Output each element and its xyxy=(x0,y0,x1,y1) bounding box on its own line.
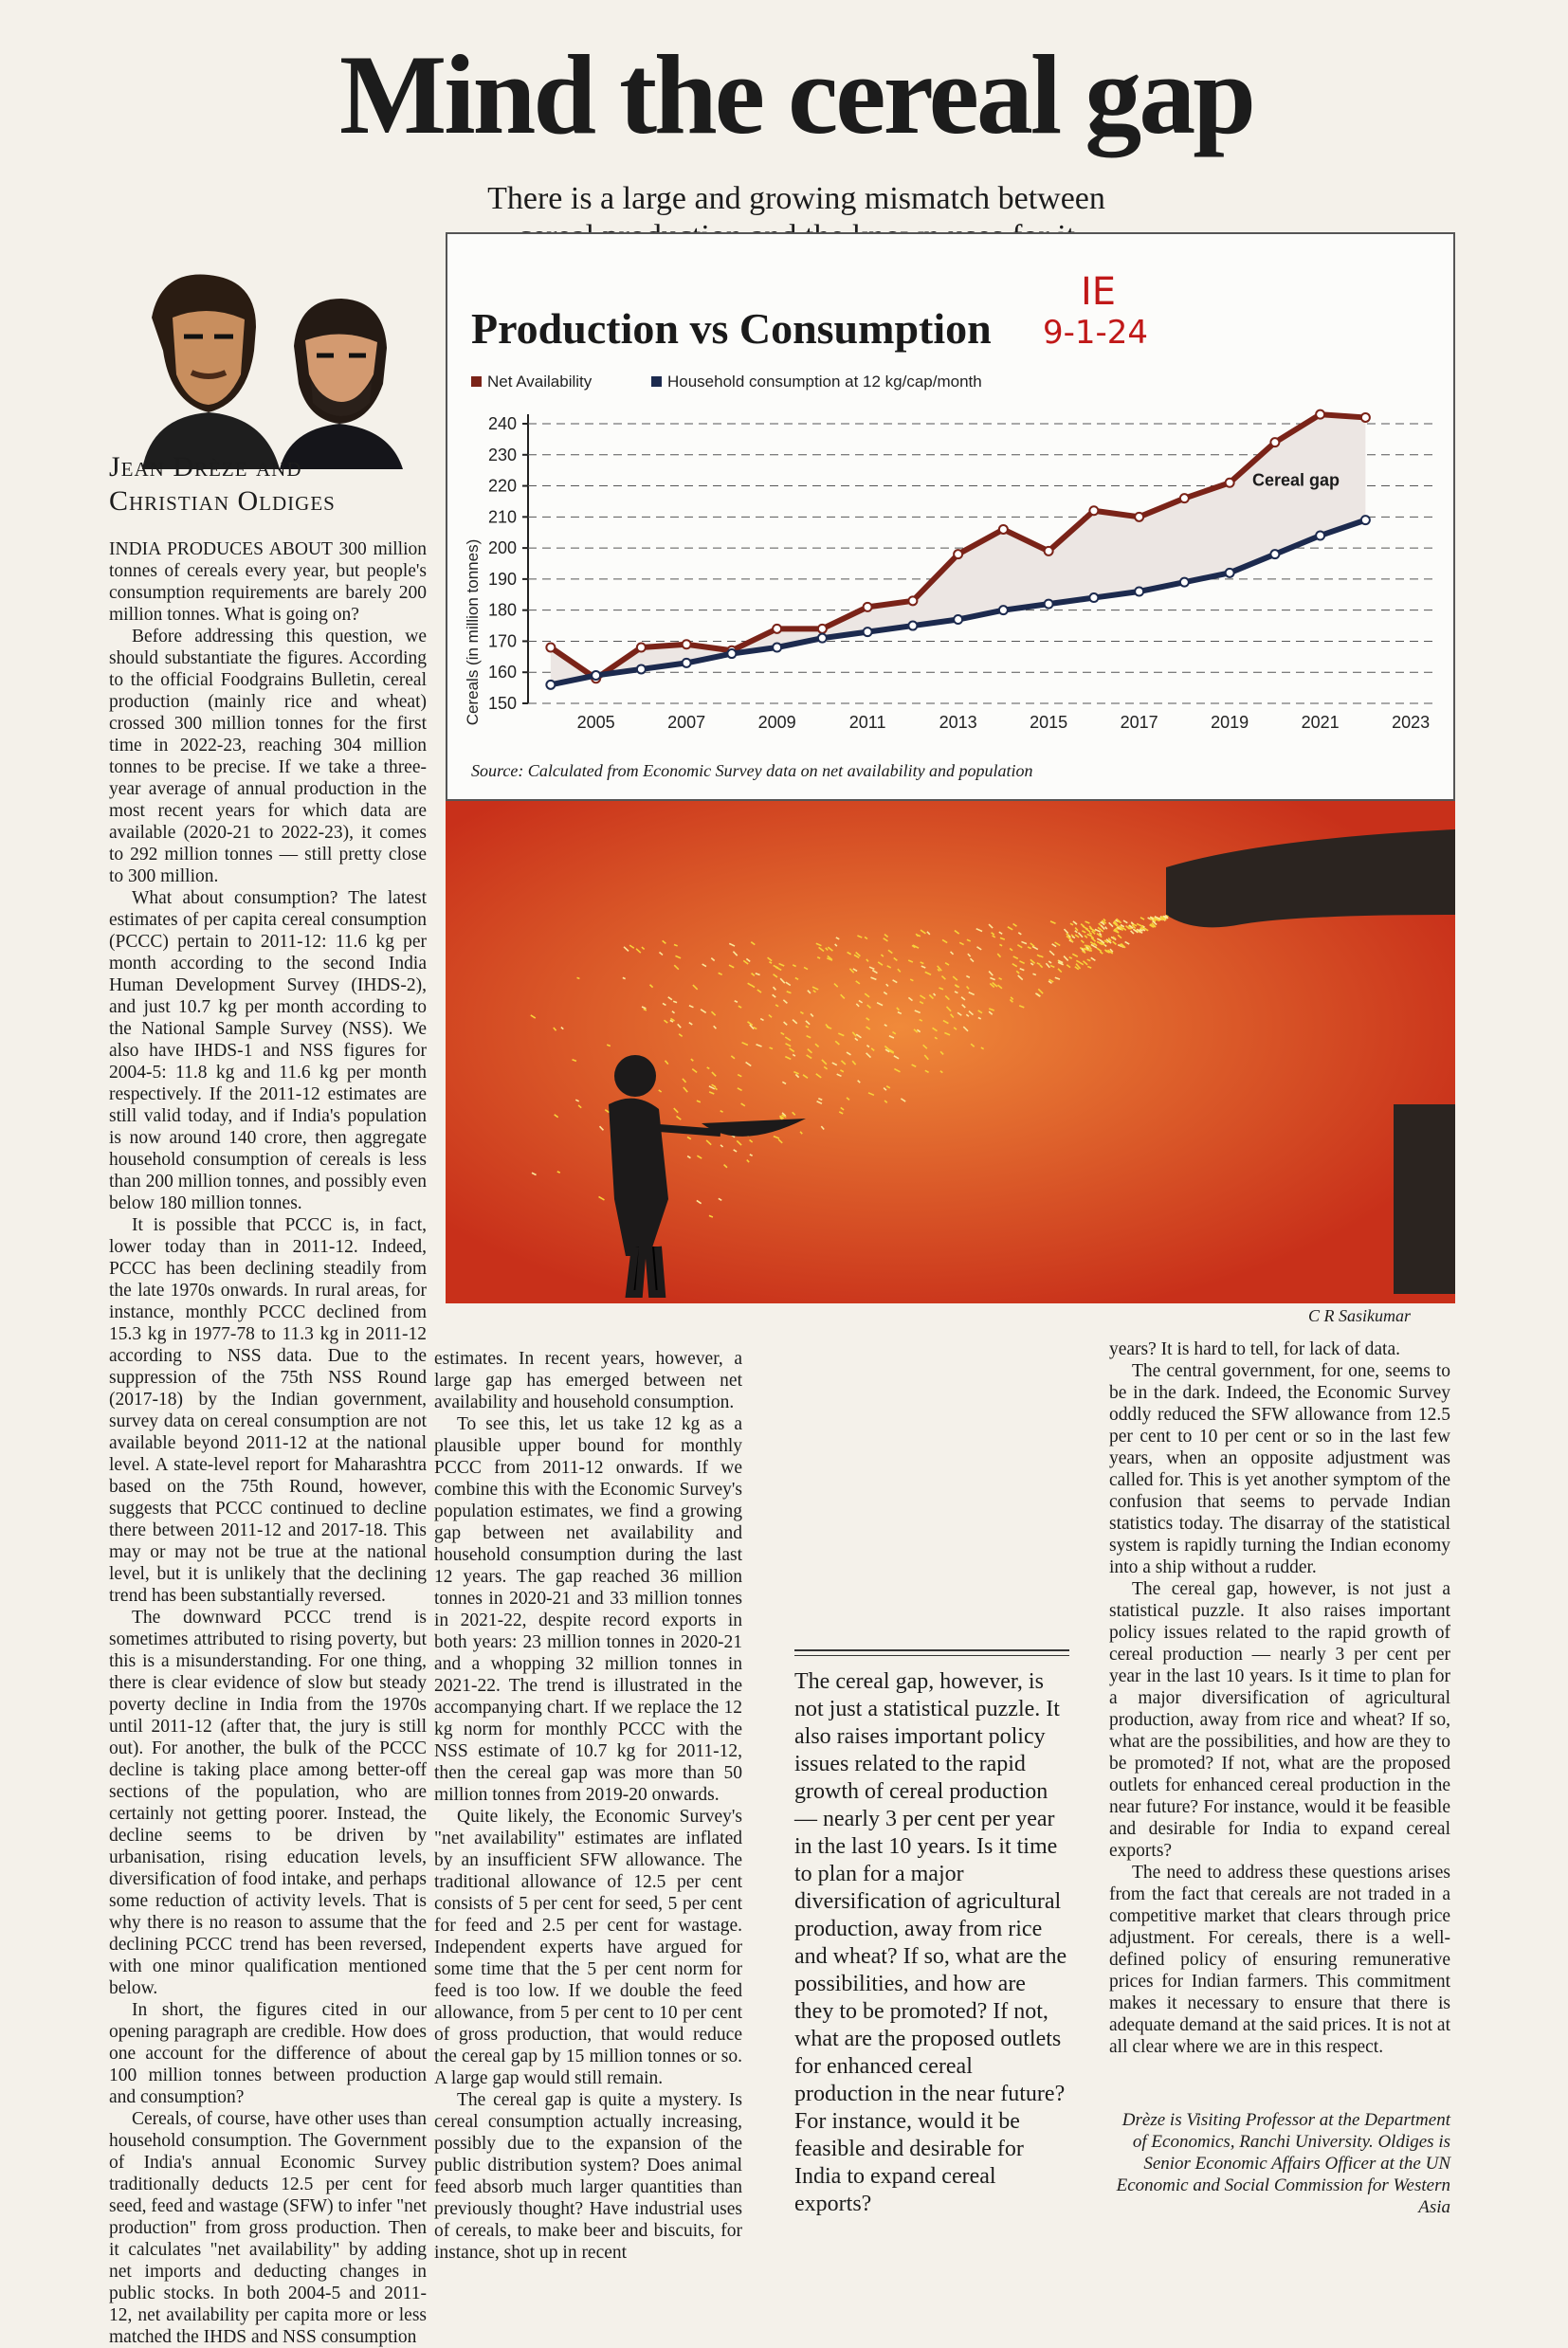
byline xyxy=(109,450,431,519)
y-tick-label: 190 xyxy=(487,569,517,589)
pull-quote: The cereal gap, however, is not just a statistical puzzle. It also raises important policy issues related to the rapid growth of cereal production — nearly 3 per cent per year in the last 10 years. Is it time to plan for a major diversification of agricultural production, away from rice and wheat? If so, what are the possibilities, and how are they to be promoted? If not, what are the proposed outlets for enhanced cereal production in the near future? For instance, would it be feasible and desirable for India to expand cereal exports? xyxy=(794,1669,1067,2216)
data-point-household-consumption xyxy=(954,615,962,624)
production-consumption-chart xyxy=(447,234,1453,799)
paragraph: The cereal gap is quite a mystery. Is cereal consumption actually increasing, possibly due to the expansion of the public distribution system? Does animal feed absorb much larger quantities than previously thought? Have industrial uses of cereals, to make beer and biscuits, for instance, shot up in recent xyxy=(434,2090,742,2263)
paragraph: To see this, let us take 12 kg as a plausible upper bound for monthly PCCC from 2011-12 onwards. If we combine this with the Economic Survey's population estimates, we find a growing gap between net availability and household consumption during the last 12 years. The gap reached 36 million tonnes in 2020-21 and 33 million tonnes in 2021-22, despite record exports in both years: 23 million tonnes in 2020-21 and a whopping 32 million tonnes in 2021-22. The trend is illustrated in the accompanying chart. If we replace the 12 kg norm for monthly PCCC with the NSS estimate of 10.7 kg for 2011-12, then the cereal gap was more than 50 million tonnes from 2019-20 onwards. xyxy=(434,1414,742,1805)
y-tick-label: 210 xyxy=(487,507,517,527)
paragraph: It is possible that PCCC is, in fact, lower today than in 2011-12. Indeed, PCCC has been declining steadily from the late 1970s onwards. In rural areas, for instance, monthly PCCC declined from 15.3 kg in 1977-78 to 11.3 kg in 2011-12 according to NSS data. Due to the suppression of the 75th NSS Round (2017-18) by the Indian government, survey data on cereal consumption are not available beyond 2011-12 at the national level. A state-level report for Maharashtra based on the 75th Round, however, suggests that PCCC continued to decline there between 2011-12 and 2017-18. This may or may not be true at the national level, but it is unlikely that the declining trend has been substantially reversed. xyxy=(109,1215,427,1606)
paragraph: The cereal gap, however, is not just a statistical puzzle. It also raises important policy issues related to the rapid growth of cereal production — nearly 3 per cent per year in the last 10 years. Is it time to plan for a major diversification of agricultural production, away from rice and wheat? If so, what are the possibilities, and how are they to be promoted? If not, what are the proposed outlets for enhanced cereal production in the near future? For instance, would it be feasible and desirable for India to expand cereal exports? xyxy=(1109,1579,1450,1861)
data-point-net-availability xyxy=(908,596,917,605)
y-tick-label: 230 xyxy=(487,445,517,464)
author-portraits xyxy=(114,261,427,469)
byline-author-1: Jean Drèze and xyxy=(109,451,302,482)
x-tick-label: 2019 xyxy=(1211,713,1249,732)
x-tick-label: 2021 xyxy=(1301,713,1340,732)
x-tick-label: 2013 xyxy=(939,713,977,732)
x-tick-label: 2015 xyxy=(1030,713,1068,732)
data-point-net-availability xyxy=(818,625,827,633)
article-column-2 xyxy=(434,1348,742,2264)
paragraph: In short, the figures cited in our opening paragraph are credible. How does one account for the difference of about 100 million tonnes between production and consumption? xyxy=(109,2000,427,2107)
paragraph: The need to address these questions arises from the fact that cereals are not traded in a competitive market that clears through price adjustment. For cereals, there is a well-defined policy of ensuring remunerative prices for Indian farmers. This commitment makes it necessary to ensure that there is adequate demand at the said prices. It is not at all clear where we are in this respect. xyxy=(1109,1863,1450,2057)
machine-base xyxy=(1394,1104,1455,1294)
x-tick-label: 2005 xyxy=(576,713,615,732)
y-tick-label: 160 xyxy=(487,663,517,683)
y-tick-label: 200 xyxy=(487,538,517,558)
handwritten-note-line-2: 9-1-24 xyxy=(1043,314,1149,352)
data-point-net-availability xyxy=(864,603,872,611)
portrait-dreze xyxy=(142,275,280,469)
legend-label-net-availability: Net Availability xyxy=(487,373,593,391)
paragraph: estimates. In recent years, however, a large gap has emerged between net availability and household consumption. xyxy=(434,1349,742,1412)
data-point-net-availability xyxy=(1180,494,1189,502)
data-point-household-consumption xyxy=(546,681,555,689)
data-point-household-consumption xyxy=(1226,569,1234,577)
data-point-net-availability xyxy=(999,525,1008,534)
handwritten-note xyxy=(1043,270,1148,352)
data-point-household-consumption xyxy=(1045,600,1053,609)
data-point-household-consumption xyxy=(727,649,736,658)
data-point-net-availability xyxy=(773,625,781,633)
x-tick-label: 2017 xyxy=(1120,713,1158,732)
chart-title: Production vs Consumption xyxy=(471,304,992,353)
cereal-gap-annotation: Cereal gap xyxy=(1252,470,1340,490)
paragraph: INDIA PRODUCES ABOUT 300 million tonnes of cereals every year, but people's consumption requirements are barely 200 million tonnes. What is going on? xyxy=(109,539,427,625)
chart-ylabel: Cereals (in million tonnes) xyxy=(464,538,482,726)
paragraph: What about consumption? The latest estimates of per capita cereal consumption (PCCC) pertain to 2011-12: 11.6 kg per month according to the second India Human Development Survey (IHDS-2), and just 10.7 kg per month according to the National Sample Survey (NSS). We also have IHDS-1 and NSS figures for 2004-5: 11.8 kg and 11.6 kg per month respectively. If the 2011-12 estimates are still valid today, and if India's population is now around 140 crore, then aggregate household consumption of cereals is less than 200 million tonnes, and possibly even below 180 million tonnes. xyxy=(109,888,427,1213)
illustration-credit: C R Sasikumar xyxy=(1308,1306,1411,1325)
chart-source: Source: Calculated from Economic Survey data on net availability and population xyxy=(471,761,1033,780)
paragraph: The central government, for one, seems to be in the dark. Indeed, the Economic Survey oddly reduced the SFW allowance from 12.5 per cent to 10 per cent or so in the last few years, when an opposite adjustment was called for. This is yet another symptom of the confusion that seems to pervade Indian statistics today. The disarray of the statistical system is rapidly turning the Indian economy into a ship without a rudder. xyxy=(1109,1361,1450,1577)
legend-label-household-consumption: Household consumption at 12 kg/cap/month xyxy=(667,373,982,391)
data-point-household-consumption xyxy=(1361,516,1370,524)
data-point-net-availability xyxy=(1361,413,1370,422)
paragraph: years? It is hard to tell, for lack of data. xyxy=(1109,1339,1401,1359)
chart-y-ticks xyxy=(488,414,517,713)
paragraph: The downward PCCC trend is sometimes attributed to rising poverty, but this is a misunderstanding. For one thing, there is clear evidence of slow but steady poverty decline in India from the 1970s until 2011-12 (after that, the jury is still out). For another, the bulk of the PCCC decline is taking place among better-off sections of the population, who are certainly not getting poorer. Instead, the decline seems to be driven by urbanisation, rising education levels, diversification of food intake, and perhaps some reduction of activity levels. That is why there is no reason to assume that the declining PCCC trend has been reversed, with one minor qualification mentioned below. xyxy=(109,1608,427,1998)
portrait-oldiges xyxy=(280,299,403,469)
y-tick-label: 150 xyxy=(487,694,517,713)
pull-quote-rule xyxy=(794,1649,1069,1656)
data-point-household-consumption xyxy=(773,644,781,652)
data-point-net-availability xyxy=(1089,506,1098,515)
headline: Mind the cereal gap xyxy=(339,31,1253,157)
data-point-household-consumption xyxy=(637,664,646,673)
paragraph: Cereals, of course, have other uses than household consumption. The Government of India's annual Economic Survey traditionally deducts 12.5 per cent for seed, feed and wastage (SFW) to infer "net production" from gross production. Then it calculates "net availability" by adding net imports and deducting changes in public stocks. In both 2004-5 and 2011-12, net availability per capita more or less matched the IHDS and NSS consumption xyxy=(109,2109,428,2347)
data-point-household-consumption xyxy=(1270,550,1279,558)
data-point-household-consumption xyxy=(683,659,691,667)
x-tick-label: 2007 xyxy=(667,713,706,732)
paragraph: Before addressing this question, we should substantiate the figures. According to the official Foodgrains Bulletin, cereal production (mainly rice and wheat) crossed 300 million tonnes for the first time in 2022-23, reaching 304 million tonnes to be precise. If we take a three-year average of annual production in the most recent years for which data are available (2020-21 to 2022-23), it comes to 292 million tonnes — still pretty close to 300 million. xyxy=(109,627,427,886)
data-point-net-availability xyxy=(1045,547,1053,555)
data-point-net-availability xyxy=(637,644,646,652)
data-point-net-availability xyxy=(1135,513,1143,521)
y-tick-label: 240 xyxy=(487,414,517,433)
x-tick-label: 2009 xyxy=(757,713,796,732)
data-point-household-consumption xyxy=(999,606,1008,614)
y-tick-label: 220 xyxy=(487,476,517,496)
standfirst-line-1: There is a large and growing mismatch between xyxy=(487,181,1105,216)
data-point-net-availability xyxy=(546,644,555,652)
illustration xyxy=(446,801,1455,1303)
article-column-4 xyxy=(1109,1338,1450,2058)
x-tick-label: 2023 xyxy=(1392,713,1431,732)
author-bio: Drèze is Visiting Professor at the Department of Economics, Ranchi University. Oldiges is Senior Economic Affairs Officer at the UN Economic and Social Commission for Western Asia xyxy=(1116,2110,1450,2217)
article-column-1 xyxy=(109,538,427,2348)
data-point-net-availability xyxy=(954,550,962,558)
data-point-household-consumption xyxy=(1180,578,1189,587)
data-point-household-consumption xyxy=(1089,593,1098,602)
y-tick-label: 170 xyxy=(487,631,517,651)
chart-panel xyxy=(446,232,1455,801)
legend-swatch-net-availability xyxy=(471,376,482,387)
data-point-net-availability xyxy=(1270,438,1279,446)
data-point-household-consumption xyxy=(1316,532,1324,540)
data-point-household-consumption xyxy=(908,622,917,630)
data-point-net-availability xyxy=(1226,479,1234,487)
paragraph: Quite likely, the Economic Survey's "net availability" estimates are inflated by an insufficient SFW allowance. The traditional allowance of 12.5 per cent consists of 5 per cent for seed, 5 per cent for feed and 2.5 per cent for wastage. Independent experts have argued for some time that the 5 per cent norm for feed is too low. If we double the feed allowance, from 5 per cent to 10 per cent of gross production, that would reduce the cereal gap by 15 million tonnes or so. A large gap would still remain. xyxy=(434,1807,742,2088)
data-point-household-consumption xyxy=(1135,588,1143,596)
chart-x-ticks xyxy=(577,713,1431,732)
handwritten-note-line-1: IE xyxy=(1081,270,1117,314)
legend-swatch-household-consumption xyxy=(651,376,662,387)
data-point-net-availability xyxy=(683,640,691,648)
byline-author-2: Christian Oldiges xyxy=(109,485,336,517)
y-tick-label: 180 xyxy=(487,600,517,620)
data-point-household-consumption xyxy=(592,671,600,680)
data-point-household-consumption xyxy=(864,628,872,636)
data-point-net-availability xyxy=(1316,410,1324,419)
x-tick-label: 2011 xyxy=(848,713,886,732)
data-point-household-consumption xyxy=(818,634,827,643)
